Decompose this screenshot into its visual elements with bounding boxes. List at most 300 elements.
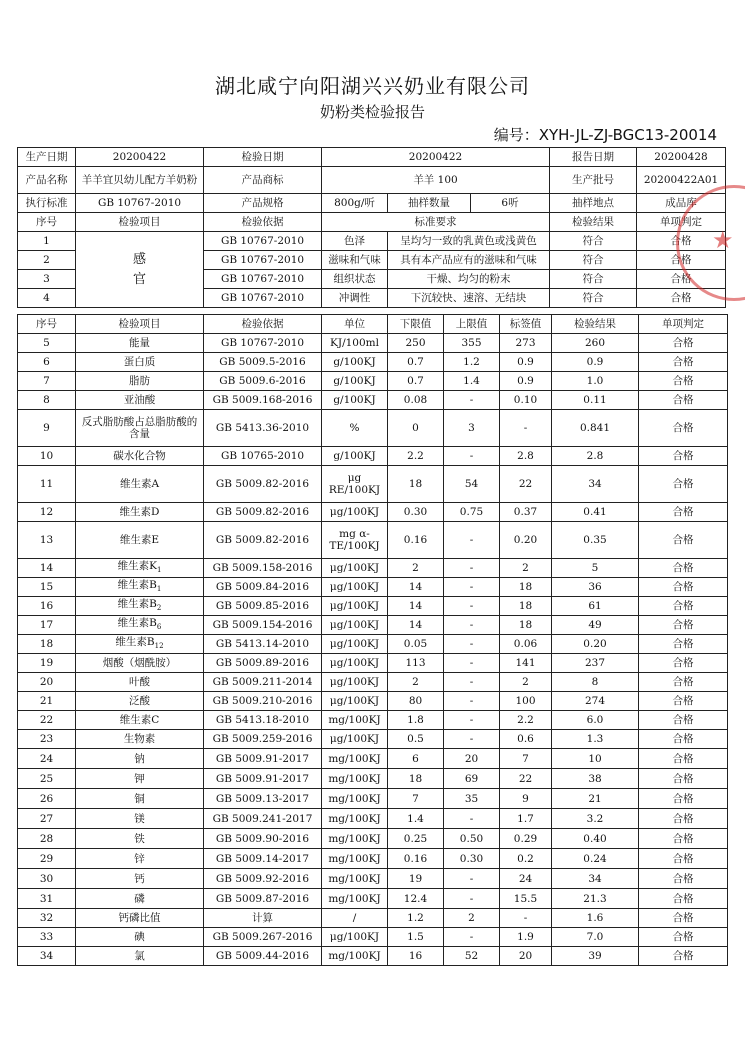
nutrient-no: 16: [18, 597, 76, 616]
nutrient-unit: μg/100KJ: [322, 692, 388, 711]
nutrient-item: 钠: [76, 749, 204, 769]
nutrient-result: 8: [552, 673, 639, 692]
prod-date-value: 20200422: [76, 148, 204, 167]
nutrient-item: [76, 597, 204, 616]
nutrient-row: [18, 829, 728, 849]
nutrient-basis: GB 5009.211-2014: [204, 673, 322, 692]
nutrient-lower: 14: [388, 578, 444, 597]
nutrient-row: [18, 559, 728, 578]
nutrient-item: 铜: [76, 789, 204, 809]
nutrient-lower: 0.25: [388, 829, 444, 849]
nutrient-verdict: 合格: [639, 947, 728, 966]
sensory-no: 2: [18, 251, 76, 270]
nutrient-result: 21: [552, 789, 639, 809]
nutrient-upper: 3: [444, 410, 500, 447]
nutrient-item: 烟酸（烟酰胺）: [76, 654, 204, 673]
nutrient-upper: -: [444, 559, 500, 578]
sensory-item: 感 官: [76, 232, 204, 308]
nutrient-unit: g/100KJ: [322, 391, 388, 410]
nutrient-item-subscript: 12: [154, 642, 164, 651]
nutrient-basis: GB 5009.82-2016: [204, 503, 322, 522]
nutrient-no: 18: [18, 635, 76, 654]
nutrient-item: 锌: [76, 849, 204, 869]
nutrient-basis: GB 5009.5-2016: [204, 353, 322, 372]
nutrient-basis: GB 5009.14-2017: [204, 849, 322, 869]
nutrient-basis: GB 5413.14-2010: [204, 635, 322, 654]
nutrient-result: 0.40: [552, 829, 639, 849]
nutrient-basis: GB 5413.36-2010: [204, 410, 322, 447]
nutrient-row: [18, 928, 728, 947]
header-row-standard: [18, 194, 726, 213]
nutrient-upper: -: [444, 928, 500, 947]
nutrient-label-header: 标签值: [500, 315, 552, 334]
nutrient-lower: 1.4: [388, 809, 444, 829]
sensory-requirement: 下沉较快、速溶、无结块: [388, 289, 550, 308]
nutrient-upper: 0.50: [444, 829, 500, 849]
nutrient-basis: GB 5413.18-2010: [204, 711, 322, 730]
nutrient-result: 0.41: [552, 503, 639, 522]
nutrient-no: 5: [18, 334, 76, 353]
nutrient-item: 钙: [76, 869, 204, 889]
nutrient-label: 22: [500, 769, 552, 789]
nutrient-result: 34: [552, 466, 639, 503]
sensory-verdict: 合格: [637, 289, 726, 308]
nutrient-row: [18, 889, 728, 909]
nutrient-verdict: 合格: [639, 372, 728, 391]
nutrient-row: [18, 789, 728, 809]
nutrient-upper: 69: [444, 769, 500, 789]
nutrient-item: 维生素A: [76, 466, 204, 503]
nutrient-label: 2.2: [500, 711, 552, 730]
nutrient-header-row: [18, 315, 728, 334]
nutrient-label: 15.5: [500, 889, 552, 909]
nutrient-basis: GB 5009.241-2017: [204, 809, 322, 829]
nutrient-lower: 1.8: [388, 711, 444, 730]
sensory-requirement: 具有本产品应有的滋味和气味: [388, 251, 550, 270]
nutrient-item-name: 维生素B: [117, 597, 157, 610]
nutrient-result: 34: [552, 869, 639, 889]
nutrient-row: [18, 353, 728, 372]
nutrient-item: [76, 616, 204, 635]
nutrient-item: 反式脂肪酸占总脂肪酸的含量: [76, 410, 204, 447]
nutrient-item-name: 维生素B: [117, 616, 157, 629]
sensory-verdict-header: 单项判定: [637, 213, 726, 232]
nutrient-verdict: 合格: [639, 909, 728, 928]
nutrient-upper: -: [444, 447, 500, 466]
nutrient-verdict: 合格: [639, 559, 728, 578]
nutrient-row: [18, 522, 728, 559]
nutrient-lower: 113: [388, 654, 444, 673]
nutrient-verdict: 合格: [639, 466, 728, 503]
nutrient-unit-header: 单位: [322, 315, 388, 334]
nutrient-no: 29: [18, 849, 76, 869]
nutrient-verdict: 合格: [639, 597, 728, 616]
sample-loc-label: 抽样地点: [550, 194, 637, 213]
standard-label: 执行标准: [18, 194, 76, 213]
nutrient-unit: mg/100KJ: [322, 829, 388, 849]
nutrient-result: 61: [552, 597, 639, 616]
nutrient-basis: GB 5009.92-2016: [204, 869, 322, 889]
nutrient-row: [18, 334, 728, 353]
nutrient-verdict: 合格: [639, 654, 728, 673]
nutrient-unit: mg α-TE/100KJ: [322, 522, 388, 559]
nutrient-no: 6: [18, 353, 76, 372]
header-row-dates: [18, 148, 726, 167]
nutrient-item: 碘: [76, 928, 204, 947]
nutrient-upper: -: [444, 635, 500, 654]
nutrient-item-subscript: 6: [156, 623, 162, 632]
nutrient-lower: 1.5: [388, 928, 444, 947]
nutrient-verdict: 合格: [639, 809, 728, 829]
nutrient-no: 23: [18, 730, 76, 749]
nutrient-no: 22: [18, 711, 76, 730]
nutrient-result: 36: [552, 578, 639, 597]
nutrient-item: [76, 578, 204, 597]
nutrient-unit: /: [322, 909, 388, 928]
prod-date-label: 生产日期: [18, 148, 76, 167]
nutrient-verdict-header: 单项判定: [639, 315, 728, 334]
nutrient-verdict: 合格: [639, 353, 728, 372]
nutrient-lower: 18: [388, 466, 444, 503]
nutrient-result: 5: [552, 559, 639, 578]
sensory-attribute: 色泽: [322, 232, 388, 251]
nutrient-unit: μg/100KJ: [322, 597, 388, 616]
nutrient-upper: -: [444, 809, 500, 829]
nutrient-unit: g/100KJ: [322, 372, 388, 391]
nutrient-unit: μg/100KJ: [322, 635, 388, 654]
nutrient-no: 31: [18, 889, 76, 909]
sensory-attribute: 滋味和气味: [322, 251, 388, 270]
nutrient-no: 12: [18, 503, 76, 522]
nutrient-label: 0.6: [500, 730, 552, 749]
nutrient-row: [18, 447, 728, 466]
nutrient-row: [18, 466, 728, 503]
nutrient-unit: g/100KJ: [322, 447, 388, 466]
nutrient-upper: -: [444, 578, 500, 597]
nutrient-result: 6.0: [552, 711, 639, 730]
nutrient-no: 28: [18, 829, 76, 849]
nutrient-basis: GB 5009.82-2016: [204, 522, 322, 559]
nutrient-unit: μg/100KJ: [322, 503, 388, 522]
nutrient-label: 100: [500, 692, 552, 711]
nutrient-result: 1.6: [552, 909, 639, 928]
nutrient-upper: -: [444, 654, 500, 673]
nutrient-result: 1.0: [552, 372, 639, 391]
nutrient-upper: 52: [444, 947, 500, 966]
nutrient-row: [18, 730, 728, 749]
nutrient-label: 0.37: [500, 503, 552, 522]
nutrient-no: 19: [18, 654, 76, 673]
nutrient-no: 30: [18, 869, 76, 889]
batch-label: 生产批号: [550, 167, 637, 194]
nutrient-no: 26: [18, 789, 76, 809]
nutrient-verdict: 合格: [639, 616, 728, 635]
nutrient-basis: GB 10767-2010: [204, 334, 322, 353]
nutrient-unit: mg/100KJ: [322, 789, 388, 809]
nutrient-result: 0.20: [552, 635, 639, 654]
nutrient-rows: [18, 334, 728, 966]
nutrient-unit: μg/100KJ: [322, 616, 388, 635]
sensory-no-header: 序号: [18, 213, 76, 232]
nutrient-verdict: 合格: [639, 829, 728, 849]
nutrient-result: 260: [552, 334, 639, 353]
nutrient-item: 钾: [76, 769, 204, 789]
nutrient-basis: GB 5009.91-2017: [204, 769, 322, 789]
nutrient-row: [18, 809, 728, 829]
nutrient-lower: 6: [388, 749, 444, 769]
nutrient-no: 9: [18, 410, 76, 447]
nutrient-no: 8: [18, 391, 76, 410]
sensory-result: 符合: [550, 251, 637, 270]
sensory-requirement: 干燥、均匀的粉末: [388, 270, 550, 289]
nutrient-row: [18, 391, 728, 410]
nutrient-verdict: 合格: [639, 391, 728, 410]
sensory-result: 符合: [550, 289, 637, 308]
product-name-value: 羊羊宜贝幼儿配方羊奶粉: [76, 167, 204, 194]
nutrient-label: 0.06: [500, 635, 552, 654]
nutrient-lower: 2.2: [388, 447, 444, 466]
nutrient-label: 1.9: [500, 928, 552, 947]
nutrient-lower: 0.05: [388, 635, 444, 654]
standard-value: GB 10767-2010: [76, 194, 204, 213]
nutrient-verdict: 合格: [639, 522, 728, 559]
sensory-result: 符合: [550, 270, 637, 289]
nutrient-no: 17: [18, 616, 76, 635]
report-date-value: 20200428: [637, 148, 726, 167]
nutrient-no-header: 序号: [18, 315, 76, 334]
nutrient-result: 0.9: [552, 353, 639, 372]
nutrient-basis: GB 5009.13-2017: [204, 789, 322, 809]
nutrient-item: [76, 559, 204, 578]
nutrient-item: 叶酸: [76, 673, 204, 692]
nutrient-verdict: 合格: [639, 673, 728, 692]
nutrient-no: 10: [18, 447, 76, 466]
nutrient-result: 7.0: [552, 928, 639, 947]
nutrient-row: [18, 673, 728, 692]
nutrient-label: 0.20: [500, 522, 552, 559]
nutrient-unit: μg/100KJ: [322, 559, 388, 578]
company-title: 湖北咸宁向阳湖兴兴奶业有限公司: [215, 74, 530, 98]
sensory-requirement: 呈均匀一致的乳黄色或浅黄色: [388, 232, 550, 251]
nutrient-label: 0.29: [500, 829, 552, 849]
nutrient-upper: -: [444, 869, 500, 889]
nutrient-no: 33: [18, 928, 76, 947]
nutrient-row: [18, 372, 728, 391]
sensory-no: 1: [18, 232, 76, 251]
nutrient-unit: μg RE/100KJ: [322, 466, 388, 503]
nutrient-upper: -: [444, 730, 500, 749]
nutrient-row: [18, 503, 728, 522]
nutrient-unit: μg/100KJ: [322, 578, 388, 597]
nutrient-basis-header: 检验依据: [204, 315, 322, 334]
nutrient-verdict: 合格: [639, 869, 728, 889]
nutrient-item: 亚油酸: [76, 391, 204, 410]
nutrient-lower: 0.7: [388, 372, 444, 391]
nutrient-basis: GB 5009.84-2016: [204, 578, 322, 597]
nutrient-label: 2: [500, 673, 552, 692]
sensory-result: 符合: [550, 232, 637, 251]
nutrient-label: 1.7: [500, 809, 552, 829]
spec-label: 产品规格: [204, 194, 322, 213]
nutrient-item-name: 维生素K: [117, 559, 157, 572]
sensory-requirement-header: 标准要求: [322, 213, 550, 232]
sensory-verdict: 合格: [637, 232, 726, 251]
nutrient-result: 0.24: [552, 849, 639, 869]
nutrient-upper: 20: [444, 749, 500, 769]
nutrient-label: 141: [500, 654, 552, 673]
nutrient-no: 34: [18, 947, 76, 966]
nutrient-verdict: 合格: [639, 789, 728, 809]
nutrient-row: [18, 692, 728, 711]
nutrient-item: 能量: [76, 334, 204, 353]
nutrient-result: 274: [552, 692, 639, 711]
nutrient-lower: 0.16: [388, 522, 444, 559]
nutrient-item-name: 维生素B: [115, 635, 155, 648]
nutrient-basis: GB 5009.91-2017: [204, 749, 322, 769]
nutrient-upper: -: [444, 889, 500, 909]
nutrient-unit: mg/100KJ: [322, 711, 388, 730]
nutrient-verdict: 合格: [639, 578, 728, 597]
nutrient-unit: μg/100KJ: [322, 654, 388, 673]
nutrient-no: 7: [18, 372, 76, 391]
nutrient-basis: GB 5009.89-2016: [204, 654, 322, 673]
nutrient-upper: -: [444, 692, 500, 711]
nutrient-row: [18, 616, 728, 635]
nutrient-result: 38: [552, 769, 639, 789]
nutrient-verdict: 合格: [639, 769, 728, 789]
nutrient-upper: 1.2: [444, 353, 500, 372]
nutrient-upper: 54: [444, 466, 500, 503]
nutrient-label: 2: [500, 559, 552, 578]
nutrient-unit: g/100KJ: [322, 353, 388, 372]
nutrient-upper: -: [444, 673, 500, 692]
test-date-label: 检验日期: [204, 148, 322, 167]
test-date-value: 20200422: [322, 148, 550, 167]
nutrient-lower: 16: [388, 947, 444, 966]
nutrient-lower: 80: [388, 692, 444, 711]
nutrient-basis: GB 5009.210-2016: [204, 692, 322, 711]
nutrient-no: 24: [18, 749, 76, 769]
sample-qty-value: 6听: [471, 194, 550, 213]
nutrient-basis: GB 5009.158-2016: [204, 559, 322, 578]
sensory-basis: GB 10767-2010: [204, 232, 322, 251]
nutrient-lower: 14: [388, 597, 444, 616]
nutrient-result: 39: [552, 947, 639, 966]
nutrient-row: [18, 909, 728, 928]
nutrient-label: 0.10: [500, 391, 552, 410]
nutrient-basis: GB 5009.44-2016: [204, 947, 322, 966]
sensory-verdict: 合格: [637, 270, 726, 289]
report-number: 编号：XYH-JL-ZJ-BGC13-20014: [493, 126, 717, 144]
nutrient-basis: GB 5009.87-2016: [204, 889, 322, 909]
sensory-no: 3: [18, 270, 76, 289]
nutrient-no: 11: [18, 466, 76, 503]
nutrient-basis: GB 5009.82-2016: [204, 466, 322, 503]
sensory-row: [18, 232, 726, 251]
nutrient-unit: mg/100KJ: [322, 947, 388, 966]
product-name-label: 产品名称: [18, 167, 76, 194]
nutrient-verdict: 合格: [639, 730, 728, 749]
nutrient-result: 0.35: [552, 522, 639, 559]
nutrient-item-header: 检验项目: [76, 315, 204, 334]
nutrient-result: 2.8: [552, 447, 639, 466]
nutrient-item: 维生素D: [76, 503, 204, 522]
nutrient-unit: μg/100KJ: [322, 928, 388, 947]
nutrient-label: 7: [500, 749, 552, 769]
nutrient-result: 49: [552, 616, 639, 635]
nutrient-verdict: 合格: [639, 334, 728, 353]
nutrient-no: 32: [18, 909, 76, 928]
nutrient-row: [18, 769, 728, 789]
nutrient-upper-header: 上限值: [444, 315, 500, 334]
nutrient-result: 0.841: [552, 410, 639, 447]
nutrient-lower: 2: [388, 559, 444, 578]
report-date-label: 报告日期: [550, 148, 637, 167]
nutrient-row: [18, 749, 728, 769]
nutrient-upper: -: [444, 391, 500, 410]
sensory-rows: [18, 232, 726, 308]
nutrient-result: 0.11: [552, 391, 639, 410]
nutrient-lower: 19: [388, 869, 444, 889]
header-row-product: [18, 167, 726, 194]
nutrient-item: 泛酸: [76, 692, 204, 711]
nutrient-item-subscript: 1: [156, 585, 162, 594]
nutrient-table: [17, 314, 728, 966]
nutrient-item: 脂肪: [76, 372, 204, 391]
nutrient-lower: 2: [388, 673, 444, 692]
nutrient-no: 21: [18, 692, 76, 711]
nutrient-upper: 355: [444, 334, 500, 353]
nutrient-unit: μg/100KJ: [322, 730, 388, 749]
nutrient-no: 13: [18, 522, 76, 559]
nutrient-lower: 18: [388, 769, 444, 789]
nutrient-result: 237: [552, 654, 639, 673]
sample-qty-label: 抽样数量: [388, 194, 471, 213]
nutrient-lower: 14: [388, 616, 444, 635]
nutrient-row: [18, 597, 728, 616]
header-and-sensory-table: [17, 147, 726, 308]
nutrient-label: 0.9: [500, 353, 552, 372]
nutrient-upper: -: [444, 711, 500, 730]
nutrient-unit: mg/100KJ: [322, 869, 388, 889]
sensory-attribute: 组织状态: [322, 270, 388, 289]
nutrient-no: 20: [18, 673, 76, 692]
nutrient-verdict: 合格: [639, 889, 728, 909]
nutrient-label: 22: [500, 466, 552, 503]
nutrient-verdict: 合格: [639, 749, 728, 769]
nutrient-no: 27: [18, 809, 76, 829]
nutrient-result: 21.3: [552, 889, 639, 909]
nutrient-verdict: 合格: [639, 692, 728, 711]
nutrient-label: 20: [500, 947, 552, 966]
nutrient-unit: mg/100KJ: [322, 889, 388, 909]
nutrient-verdict: 合格: [639, 447, 728, 466]
nutrient-upper: -: [444, 616, 500, 635]
nutrient-upper: 35: [444, 789, 500, 809]
nutrient-item: 维生素E: [76, 522, 204, 559]
nutrient-item: 钙磷比值: [76, 909, 204, 928]
sensory-attribute: 冲调性: [322, 289, 388, 308]
brand-value: 羊羊 100: [322, 167, 550, 194]
sensory-header-row: [18, 213, 726, 232]
nutrient-label: 24: [500, 869, 552, 889]
nutrient-verdict: 合格: [639, 503, 728, 522]
nutrient-unit: mg/100KJ: [322, 769, 388, 789]
seal-star-icon: ★: [712, 226, 734, 254]
nutrient-verdict: 合格: [639, 849, 728, 869]
sensory-basis: GB 10767-2010: [204, 270, 322, 289]
nutrient-basis: GB 10765-2010: [204, 447, 322, 466]
